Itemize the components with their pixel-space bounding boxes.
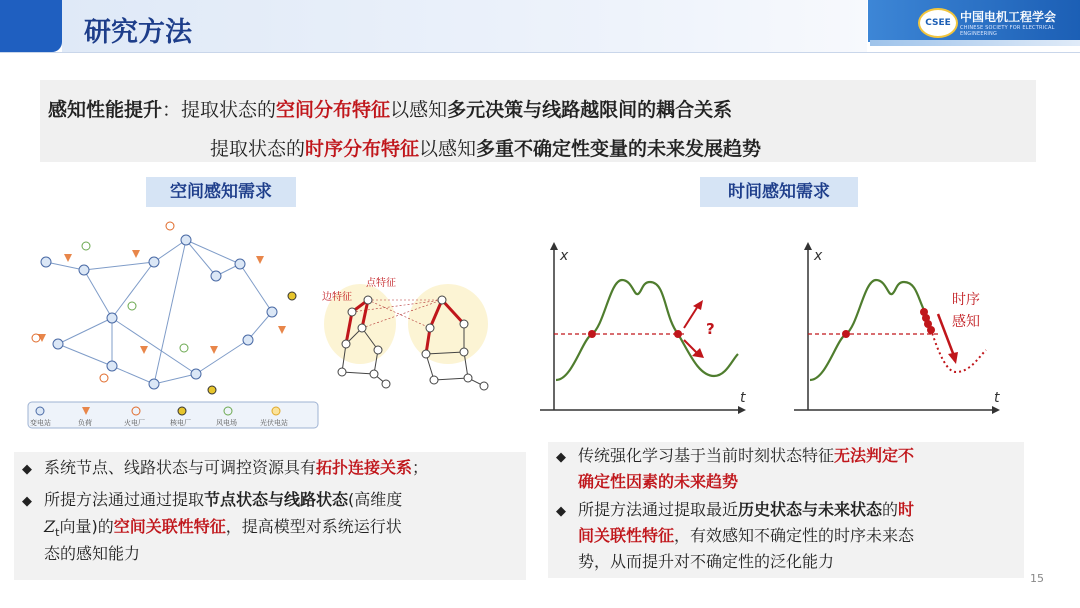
legend-thermal-plant: 火电厂 [124,419,145,427]
legend-substation: 变电站 [30,419,51,427]
text-segment: 系统节点、线路状态与可调控资源具有 [44,458,317,477]
bullet-marker: ◆ [556,504,566,519]
temporal-plot-perception [792,240,1012,416]
spatial-bullet-2-line-1 [44,488,402,512]
csee-emblem-icon: CSEE [918,8,958,38]
text-segment: 以感知 [390,99,448,121]
text-segment: 提取状态的 [181,99,277,121]
wind-farm-icons [82,242,188,352]
y-axis-label: x [814,248,823,264]
temporal-bullet-2-line-3: 势，从而提升对不确定性的泛化能力 [578,552,835,571]
summary-line-1 [48,95,732,122]
header-accent-block [0,0,62,52]
edge-feature-label: 边特征 [322,292,352,303]
text-segment: Z [44,517,56,536]
summary-line-1-text [181,99,732,121]
text-segment: 传统强化学习基于当前时刻状态特征 [578,446,835,465]
text-segment: 以感知 [419,138,477,160]
point-feature-label: 点特征 [366,278,396,289]
text-segment: ，提高模型对系统运行状 [225,517,402,536]
text-segment: 历史状态与未来状态 [738,500,883,519]
logo-stripe [870,40,1080,46]
temporal-bullet-1-line-2 [578,470,738,494]
text-segment: 确定性因素的未来趋势 [578,472,739,491]
text-segment: 向量)的 [59,517,114,536]
spatial-bullet-2-line-2 [44,515,402,545]
summary-lead: 感知性能提升 [48,99,163,121]
spatial-bullet-1 [44,456,428,480]
text-segment: t [55,526,60,540]
text-segment: 多元决策与线路越限间的耦合关系 [447,99,733,121]
bullet-marker: ◆ [22,494,32,509]
text-segment: 空间关联性特征 [113,517,226,536]
temporal-plot-current [538,240,758,416]
y-axis-label: x [560,248,569,264]
text-segment: 空间分布特征 [276,99,391,121]
annotation-line-1: 时序 [952,292,980,308]
text-segment: 拓扑连接关系 [316,458,413,477]
temporal-bullet-2-line-2 [578,524,914,548]
temporal-bullet-1-line-1 [578,444,914,468]
text-segment: 间关联性特征 [578,526,675,545]
spatial-bullet-2-line-3: 态的感知能力 [44,544,141,563]
text-segment: 时 [898,500,915,519]
bullet-marker: ◆ [22,462,32,477]
page-number: 15 [1030,572,1044,585]
text-segment: ； [412,458,429,477]
x-axis-label: t [994,390,1000,406]
x-axis-label: t [740,390,746,406]
text-segment: 所提方法通过提取最近 [578,500,739,519]
temporal-demand-tag: 时间感知需求 [700,177,858,207]
spatial-demand-tag: 空间感知需求 [146,177,296,207]
logo-chinese-name: 中国电机工程学会 [960,10,1057,24]
page-title: 研究方法 [84,17,192,48]
feature-graph-diagram [318,272,494,396]
text-segment: (高维度 [348,490,403,509]
summary-line-2 [210,134,761,161]
uncertainty-question: ? [706,320,715,338]
text-segment: 节点状态与线路状态 [204,490,349,509]
bullet-marker: ◆ [556,450,566,465]
logo-english-name: CHINESE SOCIETY FOR ELECTRICAL ENGINEERING [960,25,1055,37]
summary-colon: ： [162,99,182,121]
legend-wind-farm: 风电场 [216,419,237,427]
header-divider [0,52,1080,53]
text-segment: 的 [882,500,899,519]
annotation-line-2: 感知 [952,314,980,330]
state-curve [810,280,924,380]
text-segment: 所提方法通过通过提取 [44,490,205,509]
temporal-bullet-2-line-1 [578,498,914,522]
text-segment: 无法判定不 [834,446,915,465]
legend-load: 负荷 [78,419,92,427]
text-segment: 多重不确定性变量的未来发展趋势 [476,138,762,160]
legend-nuclear-plant: 核电厂 [170,419,191,427]
text-segment: ，有效感知不确定性的时序未来态 [674,526,915,545]
text-segment: 提取状态的 [210,138,306,160]
legend-pv-plant: 光伏电站 [260,419,288,427]
power-network-diagram [24,214,324,434]
text-segment: 时序分布特征 [305,138,420,160]
